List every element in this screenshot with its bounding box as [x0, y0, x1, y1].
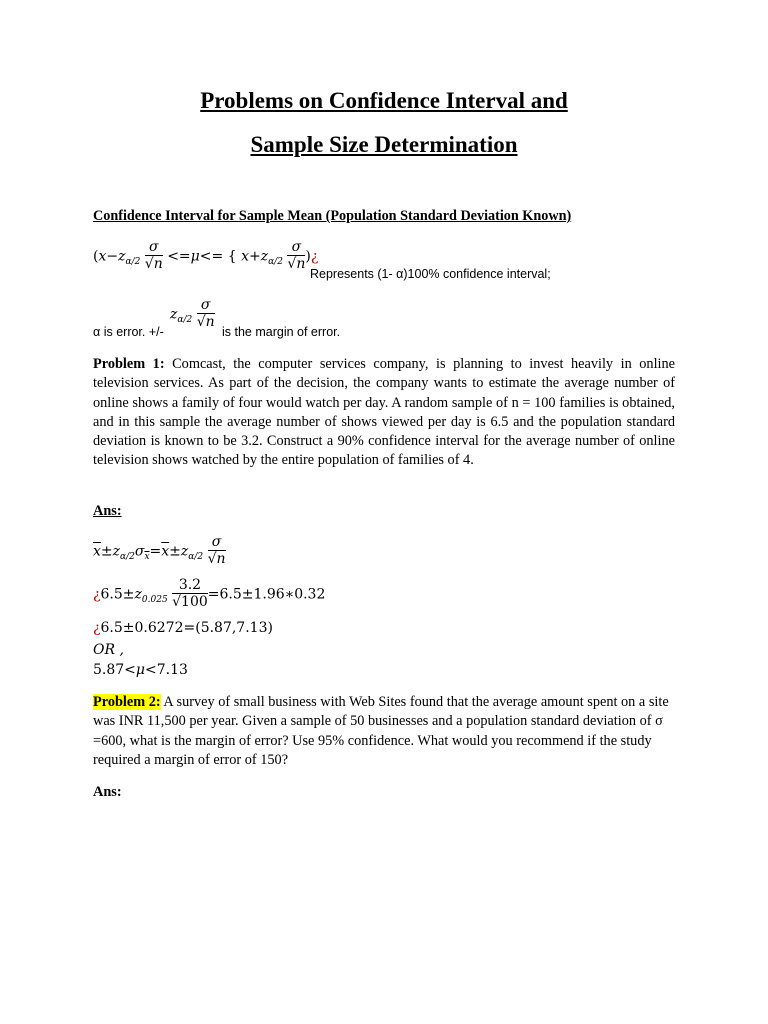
problem-2-label: Problem 2:: [93, 694, 161, 710]
title-line-2: Sample Size Determination: [250, 132, 518, 157]
solution-or: OR ,: [93, 642, 124, 658]
title-line-1: Problems on Confidence Interval and: [200, 88, 568, 113]
margin-formula: $z_{\alpha/2}$ $\frac{\sigma}{√n}$: [170, 297, 215, 331]
alpha-description: α is error. +/-: [93, 325, 164, 339]
problem-2-text: A survey of small business with Web Sites found that the average amount spent on a site was INR 11,500 per year. Given a sample of 50 businesses and a population standard deviation of σ =600, what is the margin of error? Use 95% confidence. What would you recommend if the study required a margin of error of 150?: [93, 694, 669, 768]
solution-line-1: $\overline{x}\pm z_{\alpha/2}\sigma_{\overline{x}}=\overline{x}\pm z_{\alpha/2}$ $\frac{\sigma}{√n}$: [93, 534, 226, 568]
solution-line-2: ¿$6.5\pm z_{0.025}$ $\frac{3.2}{√100}$ =6.5±1.96∗0.32: [93, 577, 326, 611]
solution-line-5: 5.87<μ<7.13: [93, 662, 188, 678]
ci-formula: ($x-z_{\alpha/2}$ $\frac{\sigma}{√n}$ <=μ<= { $x+z_{\alpha/2}$ $\frac{\sigma}{√n}$ )¿: [93, 239, 319, 273]
problem-1-text: Comcast, the computer services company, is planning to invest heavily in online television services. As part of the decision, the company wants to estimate the average number of online shows a family of four would watch per day. A random sample of n = 100 families is obtained, and in this sample the average number of shows viewed per day is 6.5 and the population standard deviation is known to be 3.2. Construct a 90% confidence interval for the average number of online television shows watched by the entire population of families of 4.: [93, 356, 676, 469]
section-heading: Confidence Interval for Sample Mean (Population Standard Deviation Known): [93, 208, 572, 224]
ci-description: Represents (1- α)100% confidence interval;: [310, 267, 551, 281]
solution-line-3: ¿6.5±0.6272=(5.87,7.13): [93, 620, 273, 636]
margin-description: is the margin of error.: [222, 325, 341, 339]
problem-2: [93, 693, 675, 770]
answer-1-label: Ans:: [93, 503, 122, 519]
problem-1: [93, 355, 675, 471]
answer-2-label: Ans:: [93, 784, 122, 800]
problem-1-label: Problem 1:: [93, 356, 165, 372]
